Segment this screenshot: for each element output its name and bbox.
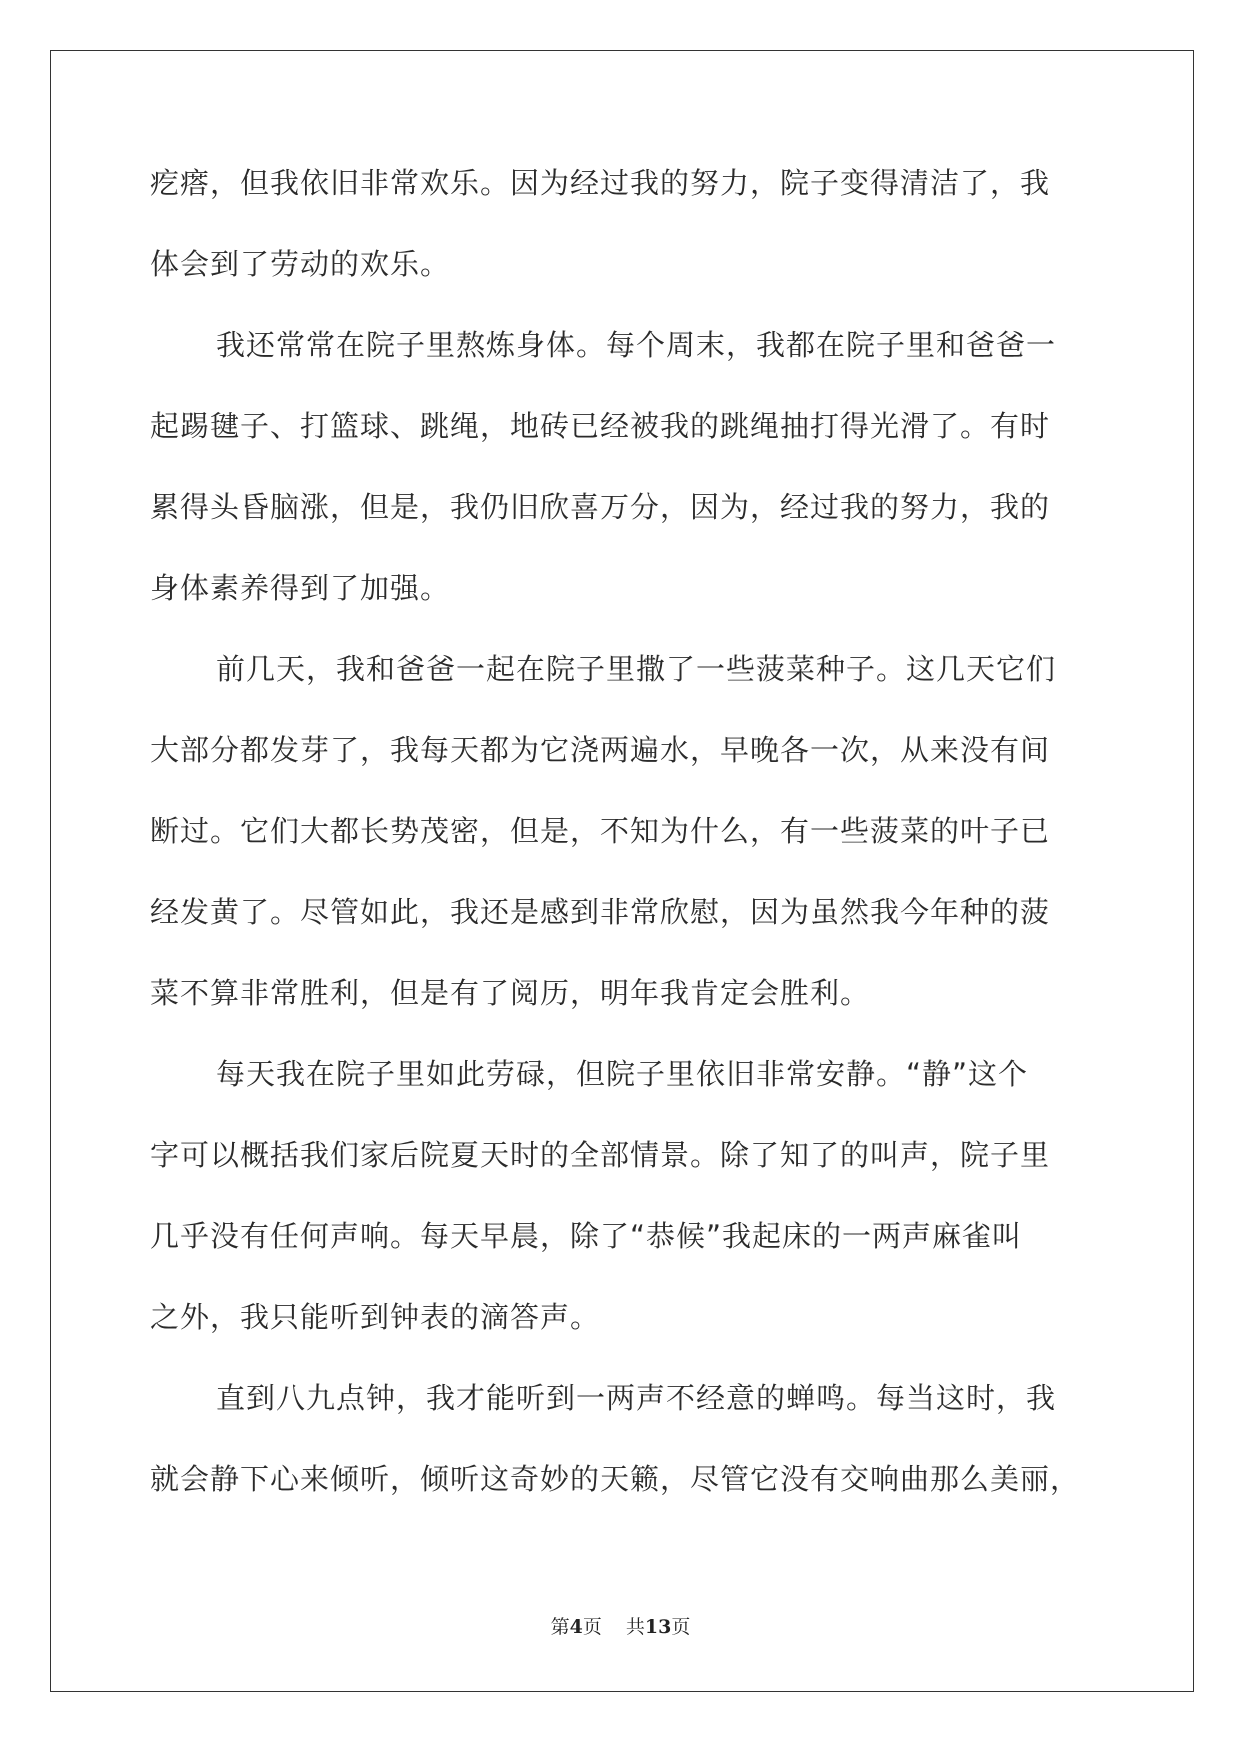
text-line: 之外，我只能听到钟表的滴答声。 [150, 1300, 601, 1334]
page-prefix: 第 [550, 1616, 570, 1638]
document-body [150, 163, 1090, 1540]
text-line: 字可以概括我们家后院夏天时的全部情景。除了知了的叫声，院子里 [150, 1138, 1051, 1172]
text-line: 累得头昏脑涨，但是，我仍旧欣喜万分，因为，经过我的努力，我的 [150, 490, 1051, 524]
total-prefix: 共 [625, 1616, 645, 1638]
page-footer [0, 1612, 1241, 1639]
text-line: 断过。它们大都长势茂密，但是，不知为什么，有一些菠菜的叶子已 [150, 814, 1051, 848]
page-suffix: 页 [582, 1616, 602, 1638]
paragraph-start-line: 前几天，我和爸爸一起在院子里撒了一些菠菜种子。这几天它们 [216, 652, 1057, 686]
text-line: 疙瘩，但我依旧非常欢乐。因为经过我的努力，院子变得清洁了，我 [150, 166, 1051, 200]
paragraph-start-line: 我还常常在院子里熬炼身体。每个周末，我都在院子里和爸爸一 [216, 328, 1057, 362]
text-line: 身体素养得到了加强。 [150, 571, 451, 605]
total-suffix: 页 [671, 1616, 691, 1638]
current-page-number: 4 [569, 1616, 583, 1638]
paragraph-start-line: 直到八九点钟，我才能听到一两声不经意的蝉鸣。每当这时，我 [216, 1381, 1057, 1415]
text-line: 起踢毽子、打篮球、跳绳，地砖已经被我的跳绳抽打得光滑了。有时 [150, 409, 1051, 443]
paragraph-start-line: 每天我在院子里如此劳碌，但院子里依旧非常安静。“静”这个 [216, 1057, 1029, 1091]
text-line: 就会静下心来倾听，倾听这奇妙的天籁，尽管它没有交响曲那么美丽， [150, 1462, 1081, 1496]
text-line: 体会到了劳动的欢乐。 [150, 247, 451, 281]
text-line: 经发黄了。尽管如此，我还是感到非常欣慰，因为虽然我今年种的菠 [150, 895, 1051, 929]
text-line: 大部分都发芽了，我每天都为它浇两遍水，早晚各一次，从来没有间 [150, 733, 1051, 767]
text-line: 几乎没有任何声响。每天早晨，除了“恭候”我起床的一两声麻雀叫 [150, 1219, 1023, 1253]
text-line: 菜不算非常胜利，但是有了阅历，明年我肯定会胜利。 [150, 976, 871, 1010]
total-page-number: 13 [644, 1616, 672, 1638]
